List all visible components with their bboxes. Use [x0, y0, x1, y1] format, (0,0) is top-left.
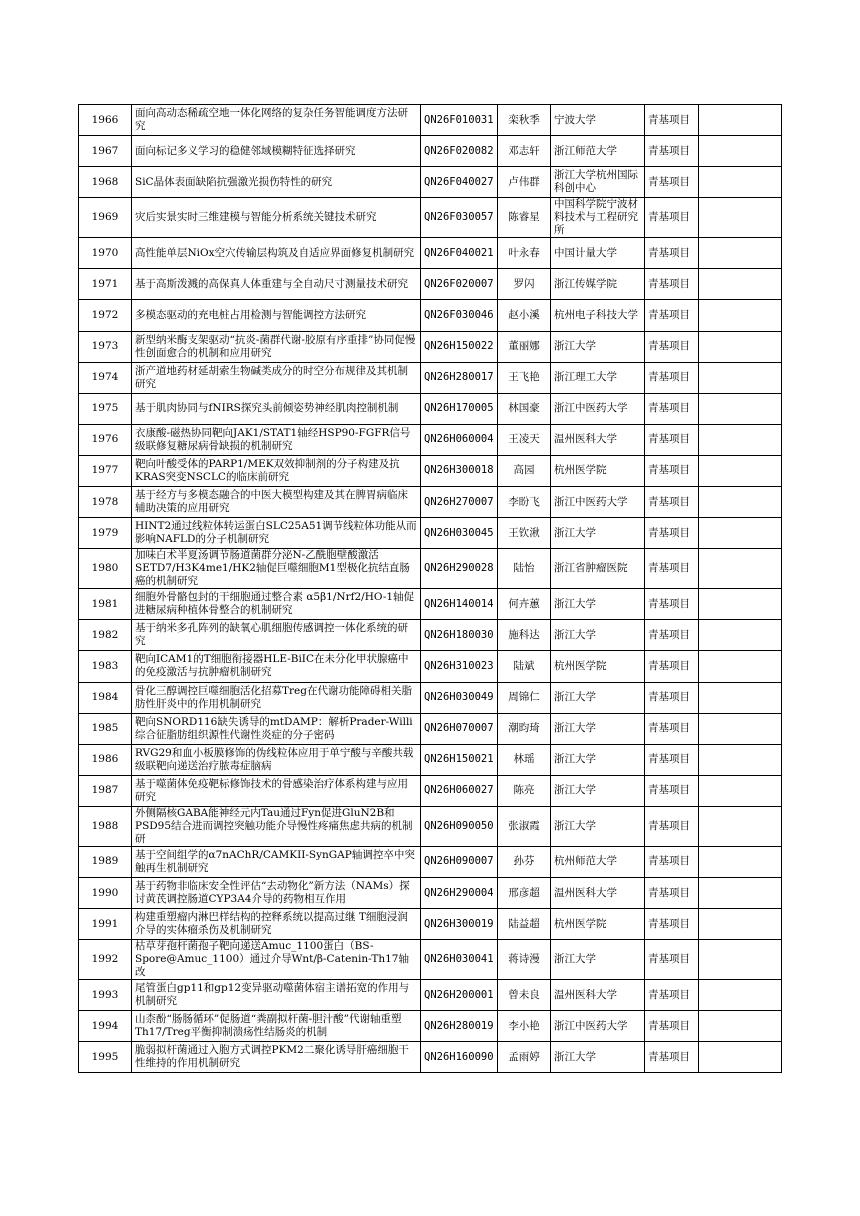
applicant-name: 何卉蕙 — [498, 589, 551, 620]
empty-cell — [699, 682, 782, 713]
project-type: 青基项目 — [645, 487, 699, 518]
project-type: 青基项目 — [645, 393, 699, 424]
project-code: QN26H030049 — [421, 682, 498, 713]
row-number: 1985 — [79, 713, 132, 744]
row-number: 1972 — [79, 300, 132, 331]
organization: 浙江大学 — [551, 806, 645, 846]
organization: 浙江传媒学院 — [551, 269, 645, 300]
row-number: 1990 — [79, 877, 132, 908]
row-number: 1974 — [79, 362, 132, 393]
empty-cell — [699, 238, 782, 269]
row-number: 1984 — [79, 682, 132, 713]
applicant-name: 王飞艳 — [498, 362, 551, 393]
organization: 浙江大学 — [551, 518, 645, 549]
applicant-name: 董丽娜 — [498, 331, 551, 362]
table-row — [79, 1042, 782, 1073]
project-code: QN26H310023 — [421, 651, 498, 682]
organization: 浙江大学 — [551, 744, 645, 775]
applicant-name: 孙芬 — [498, 846, 551, 877]
empty-cell — [699, 331, 782, 362]
applicant-name: 蒋诗漫 — [498, 940, 551, 980]
applicant-name: 陆斌 — [498, 651, 551, 682]
project-type: 青基项目 — [645, 300, 699, 331]
empty-cell — [699, 846, 782, 877]
row-number: 1978 — [79, 487, 132, 518]
project-type: 青基项目 — [645, 549, 699, 589]
organization: 浙江大学 — [551, 713, 645, 744]
project-title: 尾管蛋白gp11和gp12变异驱动噬菌体宿主谱拓宽的作用与机制研究 — [132, 980, 421, 1011]
table-row — [79, 682, 782, 713]
row-number: 1992 — [79, 940, 132, 980]
table-row — [79, 806, 782, 846]
table-row — [79, 424, 782, 455]
project-title: 基于纳米多孔阵列的缺氧心肌细胞传感调控一体化系统的研究 — [132, 620, 421, 651]
empty-cell — [699, 198, 782, 238]
row-number: 1994 — [79, 1011, 132, 1042]
table-row — [79, 487, 782, 518]
applicant-name: 林国豪 — [498, 393, 551, 424]
organization: 杭州医学院 — [551, 651, 645, 682]
project-title: 基于高斯泼溅的高保真人体重建与全自动尺寸测量技术研究 — [132, 269, 421, 300]
project-code: QN26H300019 — [421, 909, 498, 940]
project-type: 青基项目 — [645, 940, 699, 980]
project-type: 青基项目 — [645, 651, 699, 682]
applicant-name: 高园 — [498, 455, 551, 486]
applicant-name: 赵小溪 — [498, 300, 551, 331]
row-number: 1979 — [79, 518, 132, 549]
organization: 浙江大学 — [551, 331, 645, 362]
project-code: QN26H300018 — [421, 455, 498, 486]
empty-cell — [699, 424, 782, 455]
empty-cell — [699, 651, 782, 682]
applicant-name: 张淑霞 — [498, 806, 551, 846]
project-type: 青基项目 — [645, 455, 699, 486]
project-title: RVG29和血小板膜修饰的伪线粒体应用于单宁酸与辛酸共载级联靶向递送治疗脓毒症脑病 — [132, 744, 421, 775]
project-type: 青基项目 — [645, 518, 699, 549]
table-row — [79, 775, 782, 806]
applicant-name: 邓志轩 — [498, 136, 551, 167]
row-number: 1971 — [79, 269, 132, 300]
empty-cell — [699, 713, 782, 744]
table-row — [79, 940, 782, 980]
empty-cell — [699, 589, 782, 620]
table-row — [79, 331, 782, 362]
row-number: 1983 — [79, 651, 132, 682]
applicant-name: 陈亮 — [498, 775, 551, 806]
project-type: 青基项目 — [645, 589, 699, 620]
project-title: 细胞外骨骼包封的干细胞通过整合素 α5β1/Nrf2/HO-1轴促进糖尿病种植体骨整合的机制研究 — [132, 589, 421, 620]
project-code: QN26H090050 — [421, 806, 498, 846]
project-type: 青基项目 — [645, 775, 699, 806]
project-title: 加味白术半夏汤调节肠道菌群分泌N-乙酰胞壁酸激活SETD7/H3K4me1/HK2轴促巨噬细胞M1型极化抗结直肠癌的机制研究 — [132, 549, 421, 589]
organization: 温州医科大学 — [551, 980, 645, 1011]
organization: 杭州医学院 — [551, 455, 645, 486]
project-type: 青基项目 — [645, 362, 699, 393]
empty-cell — [699, 909, 782, 940]
project-title: 面向标记多义学习的稳健邻域模糊特征选择研究 — [132, 136, 421, 167]
organization: 浙江大学杭州国际科创中心 — [551, 167, 645, 198]
row-number: 1991 — [79, 909, 132, 940]
applicant-name: 曾未良 — [498, 980, 551, 1011]
project-type: 青基项目 — [645, 167, 699, 198]
row-number: 1986 — [79, 744, 132, 775]
project-code: QN26H170005 — [421, 393, 498, 424]
organization: 浙江大学 — [551, 775, 645, 806]
empty-cell — [699, 136, 782, 167]
project-type: 青基项目 — [645, 424, 699, 455]
project-title: 面向高动态稀疏空地一体化网络的复杂任务智能调度方法研究 — [132, 105, 421, 136]
empty-cell — [699, 393, 782, 424]
row-number: 1970 — [79, 238, 132, 269]
table-row — [79, 105, 782, 136]
project-title: 基于肌肉协同与fNIRS探究头前倾姿势神经肌肉控制机制 — [132, 393, 421, 424]
project-code: QN26H280017 — [421, 362, 498, 393]
applicant-name: 罗闪 — [498, 269, 551, 300]
project-code: QN26F040021 — [421, 238, 498, 269]
table-row — [79, 238, 782, 269]
organization: 杭州医学院 — [551, 909, 645, 940]
applicant-name: 李盼飞 — [498, 487, 551, 518]
applicant-name: 陆怡 — [498, 549, 551, 589]
project-title: 枯草芽孢杆菌孢子靶向递送Amuc_1100蛋白（BS-Spore@Amuc_1100）通过介导Wnt/β-Catenin-Th17轴改 — [132, 940, 421, 980]
project-code: QN26H200001 — [421, 980, 498, 1011]
project-type: 青基项目 — [645, 136, 699, 167]
table-row — [79, 620, 782, 651]
table-row — [79, 362, 782, 393]
project-title: 骨化三醇调控巨噬细胞活化招募Treg在代谢功能障碍相关脂肪性肝炎中的作用机制研究 — [132, 682, 421, 713]
organization: 宁波大学 — [551, 105, 645, 136]
project-table — [78, 104, 782, 1073]
empty-cell — [699, 775, 782, 806]
applicant-name: 潮昀琦 — [498, 713, 551, 744]
project-title: SiC晶体表面缺陷抗强激光损伤特性的研究 — [132, 167, 421, 198]
project-type: 青基项目 — [645, 198, 699, 238]
project-title: 构建重塑瘤内淋巴样结构的控释系统以提高过继 T细胞浸润介导的实体瘤杀伤及机制研究 — [132, 909, 421, 940]
project-title: 靶向叶酸受体的PARP1/MEK双效抑制剂的分子构建及抗KRAS突变NSCLC的临床前研究 — [132, 455, 421, 486]
table-row — [79, 300, 782, 331]
applicant-name: 王凌天 — [498, 424, 551, 455]
project-title: 灾后实景实时三维建模与智能分析系统关键技术研究 — [132, 198, 421, 238]
empty-cell — [699, 362, 782, 393]
project-code: QN26H290004 — [421, 877, 498, 908]
organization: 浙江大学 — [551, 589, 645, 620]
row-number: 1975 — [79, 393, 132, 424]
table-row — [79, 651, 782, 682]
applicant-name: 施科达 — [498, 620, 551, 651]
project-title: 外侧隔核GABA能神经元内Tau通过Fyn促进GluN2B和PSD95结合进而调控突触功能介导慢性疼痛焦虑共病的机制研 — [132, 806, 421, 846]
project-title: 基于空间组学的α7nAChR/CAMKII-SynGAP轴调控卒中突触再生机制研究 — [132, 846, 421, 877]
project-type: 青基项目 — [645, 1042, 699, 1073]
project-code: QN26H280019 — [421, 1011, 498, 1042]
row-number: 1967 — [79, 136, 132, 167]
project-code: QN26H070007 — [421, 713, 498, 744]
row-number: 1993 — [79, 980, 132, 1011]
table-row — [79, 269, 782, 300]
table-row — [79, 1011, 782, 1042]
organization: 浙江中医药大学 — [551, 393, 645, 424]
organization: 温州医科大学 — [551, 424, 645, 455]
project-code: QN26H060027 — [421, 775, 498, 806]
applicant-name: 李小艳 — [498, 1011, 551, 1042]
table-row — [79, 198, 782, 238]
empty-cell — [699, 620, 782, 651]
empty-cell — [699, 455, 782, 486]
organization: 中国计量大学 — [551, 238, 645, 269]
project-title: 多模态驱动的充电桩占用检测与智能调控方法研究 — [132, 300, 421, 331]
organization: 浙江省肿瘤医院 — [551, 549, 645, 589]
row-number: 1989 — [79, 846, 132, 877]
project-code: QN26H060004 — [421, 424, 498, 455]
table-row — [79, 846, 782, 877]
project-title: 靶向ICAM1的T细胞衔接器HLE-BiIC在未分化甲状腺癌中的免疫激活与抗肿瘤机制研究 — [132, 651, 421, 682]
organization: 浙江中医药大学 — [551, 1011, 645, 1042]
organization: 浙江理工大学 — [551, 362, 645, 393]
project-title: 靶向SNORD116缺失诱导的mtDAMP：解析Prader-Willi综合征脂肪组织源性代谢性炎症的分子密码 — [132, 713, 421, 744]
table-body — [79, 105, 782, 1073]
project-type: 青基项目 — [645, 806, 699, 846]
table-row — [79, 136, 782, 167]
project-code: QN26F020082 — [421, 136, 498, 167]
empty-cell — [699, 744, 782, 775]
row-number: 1966 — [79, 105, 132, 136]
applicant-name: 王钦湫 — [498, 518, 551, 549]
project-code: QN26H290028 — [421, 549, 498, 589]
project-title: 新型纳米酶支架驱动“抗炎-菌群代谢-胶原有序重排”协同促慢性创面愈合的机制和应用研究 — [132, 331, 421, 362]
project-title: 衣康酸-磁热协同靶向JAK1/STAT1轴经HSP90-FGFR信号级联修复糖尿病骨缺损的机制研究 — [132, 424, 421, 455]
project-type: 青基项目 — [645, 1011, 699, 1042]
empty-cell — [699, 980, 782, 1011]
empty-cell — [699, 518, 782, 549]
project-title: 基于经方与多模态融合的中医大模型构建及其在脾胃病临床辅助决策的应用研究 — [132, 487, 421, 518]
row-number: 1982 — [79, 620, 132, 651]
project-title: 山柰酚“肠肠循环”促肠道“粪副拟杆菌-胆汁酸”代谢轴重塑Th17/Treg平衡抑制溃疡性结肠炎的机制 — [132, 1011, 421, 1042]
applicant-name: 卢伟群 — [498, 167, 551, 198]
project-type: 青基项目 — [645, 713, 699, 744]
applicant-name: 林瑶 — [498, 744, 551, 775]
organization: 浙江中医药大学 — [551, 487, 645, 518]
project-code: QN26F030046 — [421, 300, 498, 331]
project-type: 青基项目 — [645, 744, 699, 775]
project-type: 青基项目 — [645, 105, 699, 136]
row-number: 1977 — [79, 455, 132, 486]
applicant-name: 周锦仁 — [498, 682, 551, 713]
project-type: 青基项目 — [645, 682, 699, 713]
organization: 浙江大学 — [551, 620, 645, 651]
table-row — [79, 393, 782, 424]
project-code: QN26F030057 — [421, 198, 498, 238]
project-type: 青基项目 — [645, 620, 699, 651]
project-code: QN26F010031 — [421, 105, 498, 136]
table-row — [79, 455, 782, 486]
table-row — [79, 713, 782, 744]
project-type: 青基项目 — [645, 331, 699, 362]
row-number: 1981 — [79, 589, 132, 620]
table-row — [79, 980, 782, 1011]
applicant-name: 孟雨婷 — [498, 1042, 551, 1073]
applicant-name: 叶永春 — [498, 238, 551, 269]
project-code: QN26F020007 — [421, 269, 498, 300]
applicant-name: 陈睿星 — [498, 198, 551, 238]
applicant-name: 陆益超 — [498, 909, 551, 940]
table-row — [79, 877, 782, 908]
applicant-name: 邢彦超 — [498, 877, 551, 908]
project-code: QN26H140014 — [421, 589, 498, 620]
project-code: QN26H030045 — [421, 518, 498, 549]
row-number: 1976 — [79, 424, 132, 455]
table-row — [79, 549, 782, 589]
organization: 浙江大学 — [551, 940, 645, 980]
row-number: 1973 — [79, 331, 132, 362]
project-code: QN26H090007 — [421, 846, 498, 877]
project-type: 青基项目 — [645, 269, 699, 300]
row-number: 1988 — [79, 806, 132, 846]
empty-cell — [699, 487, 782, 518]
project-code: QN26F040027 — [421, 167, 498, 198]
project-title: 脆弱拟杆菌通过入胞方式调控PKM2二聚化诱导肝癌细胞干性维持的作用机制研究 — [132, 1042, 421, 1073]
table-row — [79, 744, 782, 775]
project-code: QN26H150022 — [421, 331, 498, 362]
project-code: QN26H030041 — [421, 940, 498, 980]
empty-cell — [699, 806, 782, 846]
project-type: 青基项目 — [645, 877, 699, 908]
table-row — [79, 589, 782, 620]
organization: 浙江师范大学 — [551, 136, 645, 167]
project-title: 浙产道地药材延胡索生物碱类成分的时空分布规律及其机制研究 — [132, 362, 421, 393]
organization: 浙江大学 — [551, 682, 645, 713]
project-title: HINT2通过线粒体转运蛋白SLC25A51调节线粒体功能从而影响NAFLD的分子机制研究 — [132, 518, 421, 549]
applicant-name: 栾秋季 — [498, 105, 551, 136]
row-number: 1987 — [79, 775, 132, 806]
empty-cell — [699, 105, 782, 136]
project-title: 高性能单层NiOx空穴传输层构筑及自适应界面修复机制研究 — [132, 238, 421, 269]
project-type: 青基项目 — [645, 909, 699, 940]
project-code: QN26H180030 — [421, 620, 498, 651]
organization: 温州医科大学 — [551, 877, 645, 908]
row-number: 1969 — [79, 198, 132, 238]
empty-cell — [699, 549, 782, 589]
project-title: 基于药物非临床安全性评估“去动物化”新方法（NAMs）探讨黄芪调控肠道CYP3A4介导的药物相互作用 — [132, 877, 421, 908]
empty-cell — [699, 269, 782, 300]
empty-cell — [699, 1011, 782, 1042]
empty-cell — [699, 940, 782, 980]
row-number: 1968 — [79, 167, 132, 198]
organization: 浙江大学 — [551, 1042, 645, 1073]
organization: 杭州师范大学 — [551, 846, 645, 877]
table-row — [79, 518, 782, 549]
empty-cell — [699, 167, 782, 198]
organization: 杭州电子科技大学 — [551, 300, 645, 331]
empty-cell — [699, 1042, 782, 1073]
project-code: QN26H270007 — [421, 487, 498, 518]
row-number: 1980 — [79, 549, 132, 589]
organization: 中国科学院宁波材料技术与工程研究所 — [551, 198, 645, 238]
row-number: 1995 — [79, 1042, 132, 1073]
project-type: 青基项目 — [645, 980, 699, 1011]
empty-cell — [699, 300, 782, 331]
project-code: QN26H160090 — [421, 1042, 498, 1073]
empty-cell — [699, 877, 782, 908]
project-title: 基于噬菌体免疫靶标修饰技术的骨感染治疗体系构建与应用研究 — [132, 775, 421, 806]
table-row — [79, 167, 782, 198]
project-type: 青基项目 — [645, 238, 699, 269]
project-code: QN26H150021 — [421, 744, 498, 775]
project-type: 青基项目 — [645, 846, 699, 877]
table-row — [79, 909, 782, 940]
